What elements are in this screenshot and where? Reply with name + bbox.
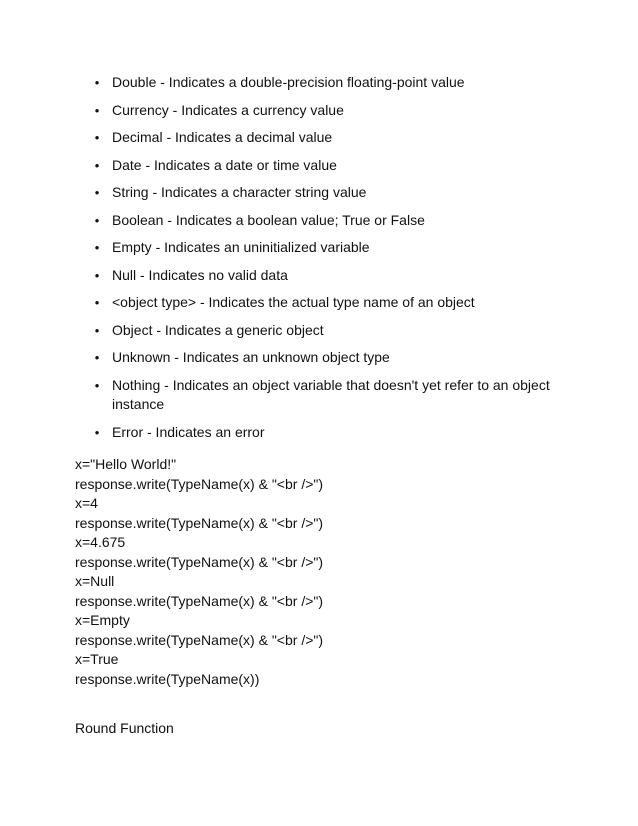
code-line: response.write(TypeName(x) & "<br />")	[75, 592, 324, 609]
section-heading: Round Function	[75, 720, 174, 736]
bullet-text: Currency - Indicates a currency value	[112, 101, 344, 118]
bullet-text: Unknown - Indicates an unknown object type	[112, 349, 390, 365]
bullet-item-object-type	[0, 293, 638, 313]
bullet-text: <object type> - Indicates the actual type name of an object	[112, 294, 475, 310]
bullet-text: Decimal - Indicates a decimal value	[112, 129, 333, 145]
bullet-item-error	[0, 423, 638, 443]
bullet-icon: •	[94, 102, 100, 118]
bullet-item-unknown	[0, 348, 638, 368]
bullet-text: Empty - Indicates an uninitialized variable	[112, 239, 370, 255]
code-line: x=True	[75, 651, 119, 667]
bullet-text: Null - Indicates no valid data	[112, 266, 288, 283]
bullet-item-decimal	[0, 128, 638, 148]
bullet-icon: •	[94, 322, 100, 338]
bullet-text: Date - Indicates a date or time value	[112, 156, 337, 173]
bullet-text: Double - Indicates a double-precision floating-point value	[112, 74, 465, 90]
code-line: response.write(TypeName(x) & "<br />")	[75, 631, 324, 648]
bullet-item-object	[0, 321, 638, 341]
code-example	[75, 455, 575, 689]
bullet-item-boolean	[0, 211, 638, 231]
bullet-icon: •	[94, 130, 100, 145]
bullet-item-currency	[0, 101, 638, 121]
bullet-item-null	[0, 266, 638, 286]
bullet-item-nothing	[0, 376, 638, 415]
code-line: x=4.675	[75, 534, 126, 550]
bullet-icon: •	[94, 185, 100, 200]
bullet-text: Error - Indicates an error	[112, 423, 265, 440]
code-line: x=Empty	[75, 612, 130, 628]
code-line: response.write(TypeName(x) & "<br />")	[75, 475, 324, 492]
code-line: x=Null	[75, 573, 115, 589]
code-line: response.write(TypeName(x) & "<br />")	[75, 553, 324, 570]
bullet-item-date	[0, 156, 638, 176]
bullet-item-string	[0, 183, 638, 203]
code-line: response.write(TypeName(x) & "<br />")	[75, 514, 324, 531]
bullet-icon: •	[94, 240, 100, 255]
bullet-text: Nothing - Indicates an object variable that doesn't yet refer to an object instance	[112, 376, 550, 412]
bullet-icon: •	[94, 377, 100, 393]
code-line: response.write(TypeName(x))	[75, 670, 260, 687]
bullet-item-empty	[0, 238, 638, 258]
bullet-text: Object - Indicates a generic object	[112, 321, 324, 338]
bullet-icon: •	[94, 350, 100, 365]
bullet-icon: •	[94, 295, 100, 310]
bullet-icon: •	[94, 424, 100, 440]
bullet-item-double	[0, 73, 638, 93]
bullet-text: Boolean - Indicates a boolean value; True or False	[112, 211, 425, 228]
type-bullet-list	[0, 73, 638, 450]
bullet-icon: •	[94, 75, 100, 90]
bullet-icon: •	[94, 212, 100, 228]
bullet-icon: •	[94, 267, 100, 283]
bullet-icon: •	[94, 157, 100, 173]
code-line: x=4	[75, 495, 98, 511]
code-line: x="Hello World!"	[75, 456, 177, 472]
bullet-text: String - Indicates a character string value	[112, 184, 367, 200]
